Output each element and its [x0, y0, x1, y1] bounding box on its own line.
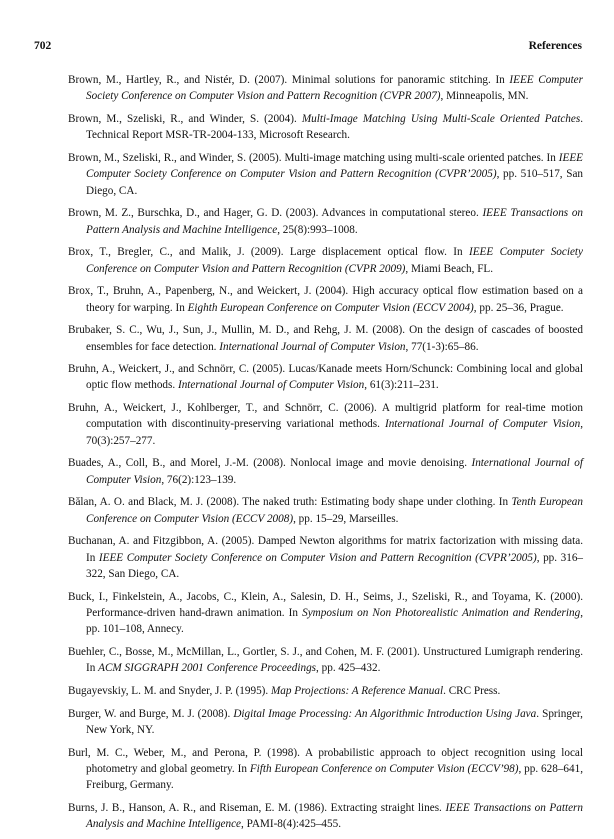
reference-entry: Brubaker, S. C., Wu, J., Sun, J., Mullin, M. D., and Rehg, J. M. (2008). On the design of cascades of boosted ensembles for face detection. International Journal of Computer Vision, 77(1-3):65–86. — [68, 324, 583, 353]
reference-entry: Brox, T., Bruhn, A., Papenberg, N., and Weickert, J. (2004). High accuracy optical flow estimation based on a theory for warping. In Eighth European Conference on Computer Vision (ECCV 2004), pp. 25–36, Prague. — [68, 285, 583, 314]
reference-entry: Bruhn, A., Weickert, J., Kohlberger, T., and Schnörr, C. (2006). A multigrid platform for real-time motion computation with discontinuity-preserving variational methods. International Journal of Computer Vision, 70(3):257–277. — [68, 402, 584, 447]
reference-list — [68, 72, 583, 839]
reference-entry: Brown, M. Z., Burschka, D., and Hager, G. D. (2003). Advances in computational stereo. IEEE Transactions on Pattern Analysis and Machine Intelligence, 25(8):993–1008. — [68, 207, 584, 236]
reference-entry: Brown, M., Szeliski, R., and Winder, S. (2005). Multi-image matching using multi-scale oriented patches. In IEEE Computer Society Conference on Computer Vision and Pattern Recognition (CVPR’2005), pp. 510–517, San Diego, CA. — [68, 151, 584, 197]
reference-entry: Bălan, A. O. and Black, M. J. (2008). The naked truth: Estimating body shape under clothing. In Tenth European Conference on Computer Vision (ECCV 2008), pp. 15–29, Marseilles. — [68, 496, 583, 525]
reference-entry: Bruhn, A., Weickert, J., and Schnörr, C. (2005). Lucas/Kanade meets Horn/Schunck: Combining local and global optic flow methods. International Journal of Computer Vision, 61(3):211–231. — [68, 363, 583, 392]
reference-entry: Buades, A., Coll, B., and Morel, J.-M. (2008). Nonlocal image and movie denoising. International Journal of Computer Vision, 76(2):123–139. — [68, 457, 583, 486]
reference-entry: Brox, T., Bregler, C., and Malik, J. (2009). Large displacement optical flow. In IEEE Computer Society Conference on Computer Vision and Pattern Recognition (CVPR 2009), Miami Beach, FL. — [68, 246, 583, 275]
reference-entry: Brown, M., Hartley, R., and Nistér, D. (2007). Minimal solutions for panoramic stitching. In IEEE Computer Society Conference on Computer Vision and Pattern Recognition (CVPR 2007), Minneapolis, MN. — [68, 74, 583, 103]
page-number: 702 — [34, 40, 52, 52]
reference-entry: Buehler, C., Bosse, M., McMillan, L., Gortler, S. J., and Cohen, M. F. (2001). Unstructured Lumigraph rendering. In ACM SIGGRAPH 2001 Conference Proceedings, pp. 425–432. — [68, 645, 583, 675]
running-head: References — [528, 40, 582, 52]
reference-entry: Burger, W. and Burge, M. J. (2008). Digital Image Processing: An Algorithmic Introduction Using Java. Springer, New York, NY. — [68, 707, 583, 736]
reference-entry: Burl, M. C., Weber, M., and Perona, P. (1998). A probabilistic approach to object recognition using local photometry and global geometry. In Fifth European Conference on Computer Vision (ECCV’98), pp. 628–641, Freiburg, Germany. — [68, 746, 584, 792]
reference-entry: Bugayevskiy, L. M. and Snyder, J. P. (1995). Map Projections: A Reference Manual. CRC Press. — [68, 684, 501, 697]
reference-entry: Brown, M., Szeliski, R., and Winder, S. (2004). Multi-Image Matching Using Multi-Scale Oriented Patches. Technical Report MSR-TR-2004-133, Microsoft Research. — [68, 112, 583, 142]
page-header — [34, 40, 582, 56]
reference-entry: Buck, I., Finkelstein, A., Jacobs, C., Klein, A., Salesin, D. H., Seims, J., Szeliski, R., and Toyama, K. (2000). Performance-driven hand-drawn animation. In Symposium on Non Photorealistic Animation and Rendering, pp. 101–108, Annecy. — [68, 590, 583, 636]
reference-entry: Burns, J. B., Hanson, A. R., and Riseman, E. M. (1986). Extracting straight lines. IEEE Transactions on Pattern Analysis and Machine Intelligence, PAMI-8(4):425–455. — [68, 801, 583, 831]
reference-entry: Buchanan, A. and Fitzgibbon, A. (2005). Damped Newton algorithms for matrix factorization with missing data. In IEEE Computer Society Conference on Computer Vision and Pattern Recognition (CVPR’2005), pp. 316–322, San Diego, CA. — [68, 535, 584, 581]
